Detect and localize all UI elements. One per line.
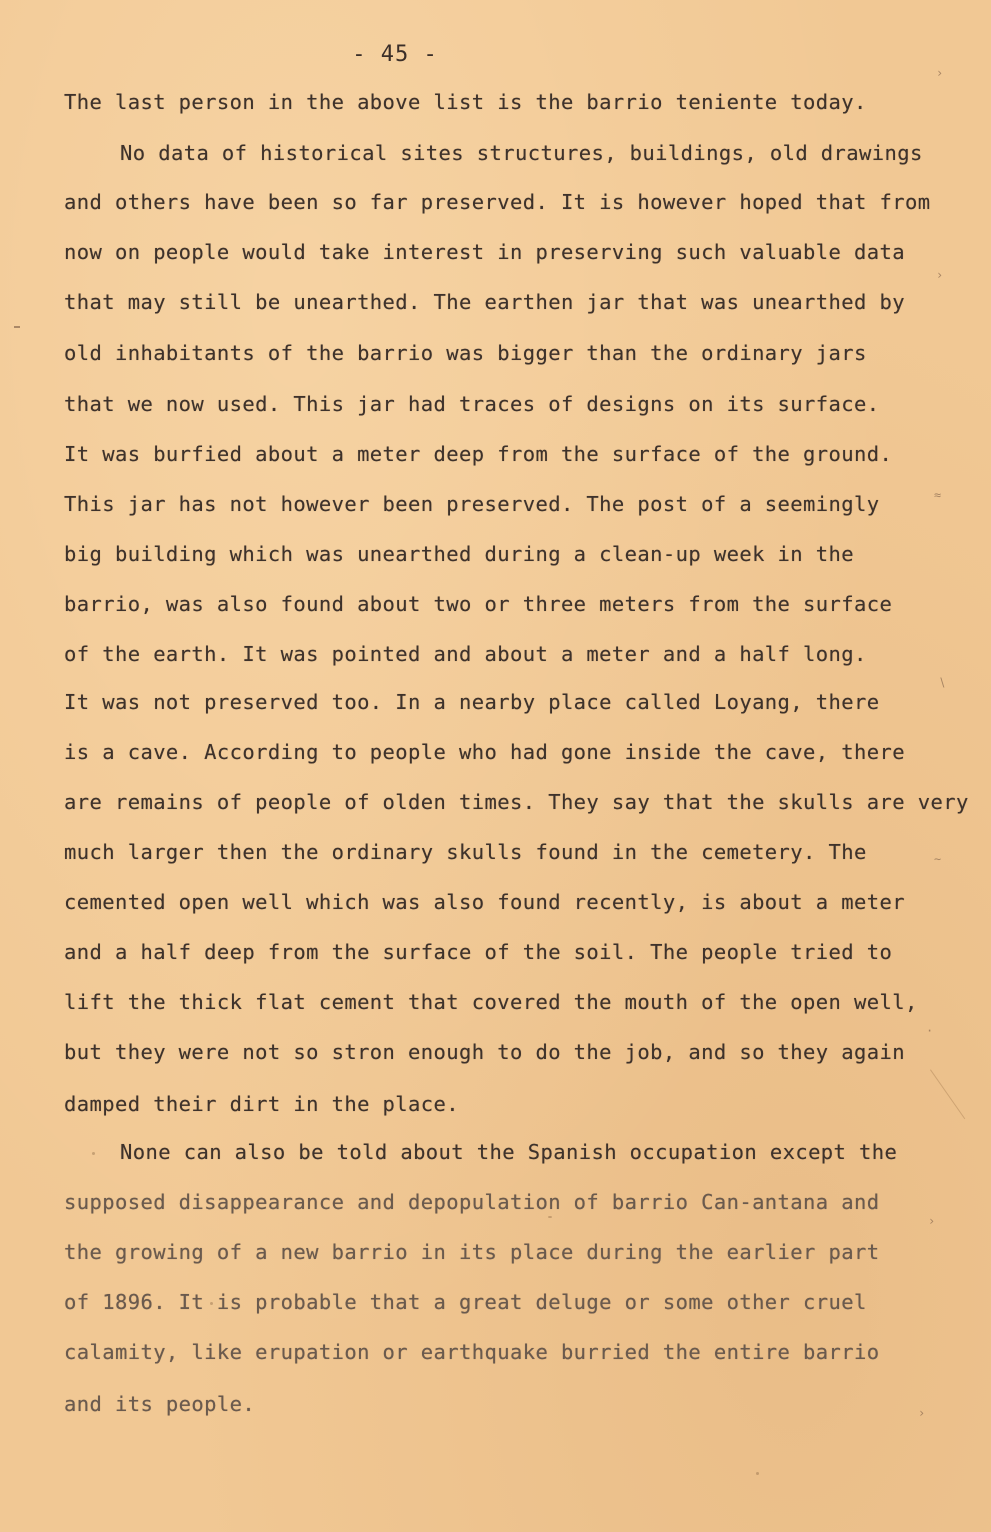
text-line-17: cemented open well which was also found recently, is about a meter: [64, 890, 905, 914]
text-line-18: and a half deep from the surface of the soil. The people tried to: [64, 940, 893, 964]
text-line-10: big building which was unearthed during a clean-up week in the: [64, 542, 855, 566]
text-line-13: It was not preserved too. In a nearby place called Loyang, there: [64, 690, 880, 714]
margin-mark: ›: [936, 66, 944, 80]
paper-speck: [92, 1152, 95, 1155]
text-line-24: the growing of a new barrio in its place during the earlier part: [64, 1240, 880, 1264]
text-line-3: and others have been so far preserved. It is however hoped that from: [64, 190, 931, 214]
paper-speck: [548, 1216, 552, 1218]
text-line-14: is a cave. According to people who had gone inside the cave, there: [64, 740, 905, 764]
margin-mark: ›: [936, 268, 944, 282]
text-line-23: supposed disappearance and depopulation of barrio Can-antana and: [64, 1190, 880, 1214]
text-line-1: The last person in the above list is the barrio teniente today.: [64, 90, 867, 114]
text-line-8: It was burfied about a meter deep from the surface of the ground.: [64, 442, 893, 466]
text-line-5: that may still be unearthed. The earthen jar that was unearthed by: [64, 290, 905, 314]
margin-mark: ›: [928, 1214, 936, 1228]
text-line-16: much larger then the ordinary skulls found in the cemetery. The: [64, 840, 867, 864]
text-line-19: lift the thick flat cement that covered the mouth of the open well,: [64, 990, 918, 1014]
paper-speck: [756, 1472, 759, 1475]
page-number: - 45 -: [352, 42, 438, 67]
text-line-27: and its people.: [64, 1392, 256, 1416]
paper-crease: [930, 1069, 965, 1119]
text-line-11: barrio, was also found about two or three meters from the surface: [64, 592, 893, 616]
paper-speck: [210, 1302, 213, 1305]
margin-mark: ∼: [934, 852, 942, 866]
text-line-6: old inhabitants of the barrio was bigger than the ordinary jars: [64, 341, 867, 365]
text-line-12: of the earth. It was pointed and about a meter and a half long.: [64, 642, 867, 666]
margin-mark: ≈: [934, 488, 942, 502]
text-line-9: This jar has not however been preserved. The post of a seemingly: [64, 492, 880, 516]
margin-mark: ·: [926, 1024, 934, 1038]
margin-mark: ›: [918, 1406, 926, 1420]
text-line-26: calamity, like erupation or earthquake burried the entire barrio: [64, 1340, 880, 1364]
text-line-25: of 1896. It is probable that a great deluge or some other cruel: [64, 1290, 867, 1314]
text-line-20: but they were not so stron enough to do the job, and so they again: [64, 1040, 905, 1064]
text-line-15: are remains of people of olden times. They say that the skulls are very: [64, 790, 969, 814]
text-line-21: damped their dirt in the place.: [64, 1092, 460, 1116]
text-line-22: None can also be told about the Spanish occupation except the: [120, 1140, 898, 1164]
margin-mark: ∖: [938, 676, 946, 690]
text-line-4: now on people would take interest in preserving such valuable data: [64, 240, 905, 264]
text-line-7: that we now used. This jar had traces of designs on its surface.: [64, 392, 880, 416]
text-line-2: No data of historical sites structures, buildings, old drawings: [120, 141, 923, 165]
left-edge-tick: [14, 326, 20, 328]
